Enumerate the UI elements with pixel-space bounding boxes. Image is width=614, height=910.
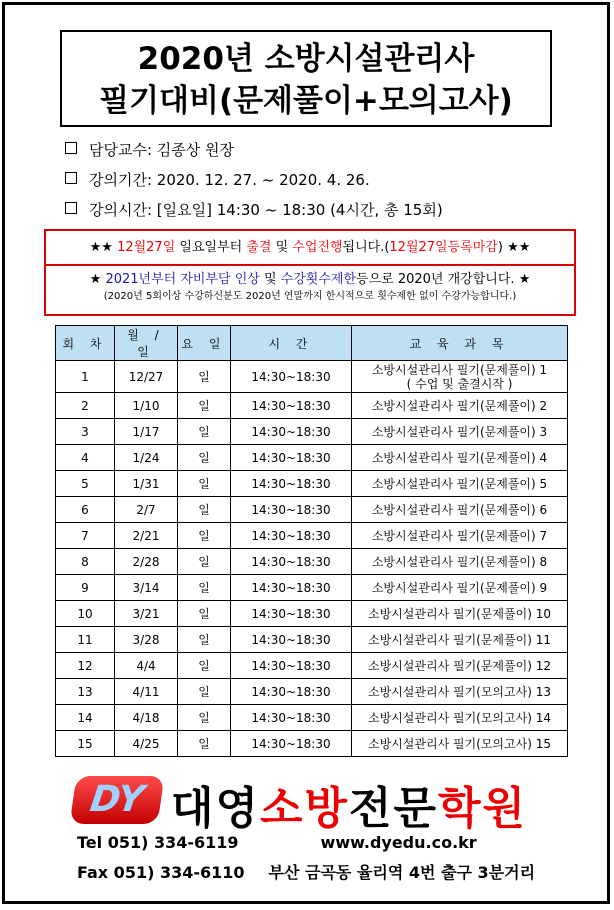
- cell-date: 4/18: [115, 705, 178, 731]
- cell-subject: 소방시설관리사 필기(모의고사) 13: [352, 679, 568, 705]
- cell-subject: 소방시설관리사 필기(모의고사) 14: [352, 705, 568, 731]
- cell-session: 15: [56, 731, 115, 757]
- cell-session: 2: [56, 393, 115, 419]
- cell-session: 7: [56, 523, 115, 549]
- cell-day: 일: [178, 497, 231, 523]
- title-line-2: 필기대비(문제풀이+모의고사): [99, 83, 513, 119]
- table-row: [56, 497, 568, 523]
- cell-time: 14:30~18:30: [231, 549, 352, 575]
- cell-subject: 소방시설관리사 필기(문제풀이) 12: [352, 653, 568, 679]
- cell-session: 3: [56, 419, 115, 445]
- flyer-page: [2, 2, 610, 904]
- cell-subject: 소방시설관리사 필기(문제풀이) 8: [352, 549, 568, 575]
- cell-time: 14:30~18:30: [231, 575, 352, 601]
- table-row: [56, 523, 568, 549]
- cell-day: 일: [178, 679, 231, 705]
- cell-subject: 소방시설관리사 필기(문제풀이) 5: [352, 471, 568, 497]
- info-row-instructor: 담당교수: 김종상 원장: [65, 135, 443, 165]
- cell-date: 12/27: [115, 361, 178, 393]
- header-date: 월 / 일: [115, 326, 178, 361]
- cell-subject: 소방시설관리사 필기(문제풀이) 10: [352, 601, 568, 627]
- cell-subject: 소방시설관리사 필기(문제풀이) 7: [352, 523, 568, 549]
- cell-subject: 소방시설관리사 필기(모의고사) 15: [352, 731, 568, 757]
- cell-session: 10: [56, 601, 115, 627]
- cell-time: 14:30~18:30: [231, 471, 352, 497]
- flyer-title: [60, 30, 552, 127]
- cell-subject: 소방시설관리사 필기(문제풀이) 1 ( 수업 및 출결시작 ): [352, 361, 568, 393]
- academy-name: 대영소방전문학원: [171, 783, 528, 834]
- checkbox-bullet-icon: [65, 142, 77, 154]
- fax: Fax 051) 334-6110: [77, 863, 245, 882]
- table-header-row: [56, 326, 568, 361]
- cell-session: 14: [56, 705, 115, 731]
- info-row-period: 강의기간: 2020. 12. 27. ~ 2020. 4. 26.: [65, 165, 443, 195]
- cell-time: 14:30~18:30: [231, 393, 352, 419]
- table-row: [56, 419, 568, 445]
- table-row: [56, 627, 568, 653]
- cell-subject: 소방시설관리사 필기(문제풀이) 11: [352, 627, 568, 653]
- cell-day: 일: [178, 601, 231, 627]
- cell-date: 1/10: [115, 393, 178, 419]
- cell-date: 1/31: [115, 471, 178, 497]
- cell-time: 14:30~18:30: [231, 731, 352, 757]
- cell-date: 2/28: [115, 549, 178, 575]
- cell-day: 일: [178, 705, 231, 731]
- cell-time: 14:30~18:30: [231, 653, 352, 679]
- table-row: [56, 471, 568, 497]
- cell-day: 일: [178, 361, 231, 393]
- title-line-1: 2020년 소방시설관리사: [137, 41, 475, 77]
- table-row: [56, 679, 568, 705]
- table-row: [56, 549, 568, 575]
- cell-day: 일: [178, 731, 231, 757]
- cell-day: 일: [178, 523, 231, 549]
- cell-date: 2/7: [115, 497, 178, 523]
- cell-subject: 소방시설관리사 필기(문제풀이) 9: [352, 575, 568, 601]
- cell-date: 4/4: [115, 653, 178, 679]
- course-info: [65, 135, 443, 225]
- cell-day: 일: [178, 653, 231, 679]
- header-session: 회 차: [56, 326, 115, 361]
- cell-time: 14:30~18:30: [231, 445, 352, 471]
- table-row: [56, 653, 568, 679]
- cell-subject: 소방시설관리사 필기(문제풀이) 6: [352, 497, 568, 523]
- cell-session: 4: [56, 445, 115, 471]
- cell-day: 일: [178, 627, 231, 653]
- tel: Tel 051) 334-6119: [77, 833, 239, 852]
- cell-session: 5: [56, 471, 115, 497]
- cell-date: 4/25: [115, 731, 178, 757]
- notice-footnote: (2020년 5회이상 수강하신분도 2020년 연말까지 한시적으로 횟수제한 없이 수강가능합니다.): [103, 291, 517, 302]
- website-link[interactable]: www.dyedu.co.kr: [320, 833, 477, 852]
- cell-date: 3/28: [115, 627, 178, 653]
- cell-day: 일: [178, 445, 231, 471]
- cell-day: 일: [178, 549, 231, 575]
- cell-session: 1: [56, 361, 115, 393]
- address: 부산 금곡동 율리역 4번 출구 3분거리: [268, 863, 536, 882]
- table-row: [56, 575, 568, 601]
- cell-time: 14:30~18:30: [231, 361, 352, 393]
- header-day: 요 일: [178, 326, 231, 361]
- dy-logo-icon: DY: [70, 776, 165, 824]
- table-row: [56, 393, 568, 419]
- table-row: [56, 445, 568, 471]
- cell-session: 13: [56, 679, 115, 705]
- cell-date: 3/21: [115, 601, 178, 627]
- cell-time: 14:30~18:30: [231, 705, 352, 731]
- contact-line-2: [77, 860, 535, 883]
- table-row: [56, 731, 568, 757]
- cell-time: 14:30~18:30: [231, 627, 352, 653]
- cell-date: 1/17: [115, 419, 178, 445]
- cell-session: 6: [56, 497, 115, 523]
- cell-session: 12: [56, 653, 115, 679]
- cell-date: 3/14: [115, 575, 178, 601]
- cell-date: 4/11: [115, 679, 178, 705]
- table-row: [56, 361, 568, 393]
- cell-subject: 소방시설관리사 필기(문제풀이) 3: [352, 419, 568, 445]
- cell-time: 14:30~18:30: [231, 601, 352, 627]
- header-time: 시 간: [231, 326, 352, 361]
- checkbox-bullet-icon: [65, 172, 77, 184]
- checkbox-bullet-icon: [65, 202, 77, 214]
- header-subject: 교 육 과 목: [352, 326, 568, 361]
- cell-date: 1/24: [115, 445, 178, 471]
- cell-time: 14:30~18:30: [231, 523, 352, 549]
- info-row-time: 강의시간: [일요일] 14:30 ~ 18:30 (4시간, 총 15회): [65, 195, 443, 225]
- table-row: [56, 601, 568, 627]
- cell-date: 2/21: [115, 523, 178, 549]
- cell-subject: 소방시설관리사 필기(문제풀이) 4: [352, 445, 568, 471]
- schedule-table: [55, 325, 568, 757]
- cell-session: 11: [56, 627, 115, 653]
- cell-day: 일: [178, 575, 231, 601]
- subject-note: ( 수업 및 출결시작 ): [406, 376, 513, 391]
- cell-time: 14:30~18:30: [231, 679, 352, 705]
- cell-subject: 소방시설관리사 필기(문제풀이) 2: [352, 393, 568, 419]
- table-row: [56, 705, 568, 731]
- cell-time: 14:30~18:30: [231, 419, 352, 445]
- notice-price-change: ★ 2021년부터 자비부담 인상 및 수강횟수제한등으로 2020년 개강합니다. ★ (2020년 5회이상 수강하신분도 2020년 연말까지 한시적으로 횟수제한 없이 수강가능합니다.): [44, 264, 576, 316]
- cell-day: 일: [178, 393, 231, 419]
- cell-day: 일: [178, 471, 231, 497]
- notice-registration: ★★ 12월27일 일요일부터 출결 및 수업진행됩니다.(12월27일등록마감) ★★: [44, 229, 576, 265]
- cell-session: 8: [56, 549, 115, 575]
- contact-line-1: [77, 833, 477, 852]
- cell-time: 14:30~18:30: [231, 497, 352, 523]
- cell-day: 일: [178, 419, 231, 445]
- cell-session: 9: [56, 575, 115, 601]
